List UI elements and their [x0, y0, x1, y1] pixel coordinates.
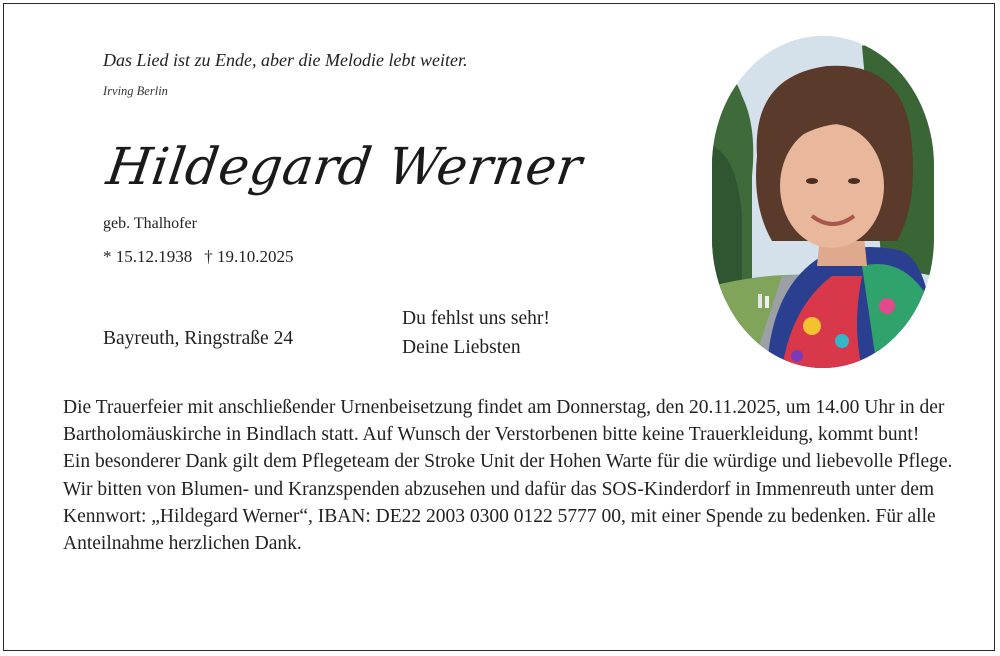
quote-author: Irving Berlin: [103, 84, 168, 98]
death-date: † 19.10.2025: [204, 247, 294, 266]
paragraph: Die Trauerfeier mit anschließender Urnenbeisetzung findet am Donnerstag, den 20.11.2025, um 14.00 Uhr in der Bartholomäuskirche in Bindlach statt. Auf Wunsch der Verstorbenen bitte keine Trauerkleidung, kommt bunt!: [63, 397, 945, 446]
paragraph: Ein besonderer Dank gilt dem Pflegeteam der Stroke Unit der Hohen Warte für die würdige und liebevolle Pflege.: [63, 451, 953, 473]
farewell-message: [402, 304, 550, 362]
portrait-photo: [712, 36, 934, 368]
birth-date: * 15.12.1938: [103, 247, 193, 266]
farewell-signature: Deine Liebsten: [402, 337, 521, 358]
deceased-name: Hildegard Werner: [103, 138, 586, 197]
quote-text: Das Lied ist zu Ende, aber die Melodie lebt weiter.: [103, 50, 468, 70]
farewell-line: Du fehlst uns sehr!: [402, 308, 550, 329]
address: Bayreuth, Ringstraße 24: [103, 328, 294, 349]
birth-name: geb. Thalhofer: [103, 215, 197, 232]
service-details: [63, 394, 963, 557]
life-dates: [103, 247, 294, 267]
paragraph: Wir bitten von Blumen- und Kranzspenden abzusehen und dafür das SOS-Kinderdorf in Immenreuth unter dem Kennwort: „Hildegard Werner“, IBAN: DE22 2003 0300 0122 5777 00, mit einer Spende zu bedenken. Für alle Anteilnahme herzlichen Dank.: [63, 478, 936, 555]
